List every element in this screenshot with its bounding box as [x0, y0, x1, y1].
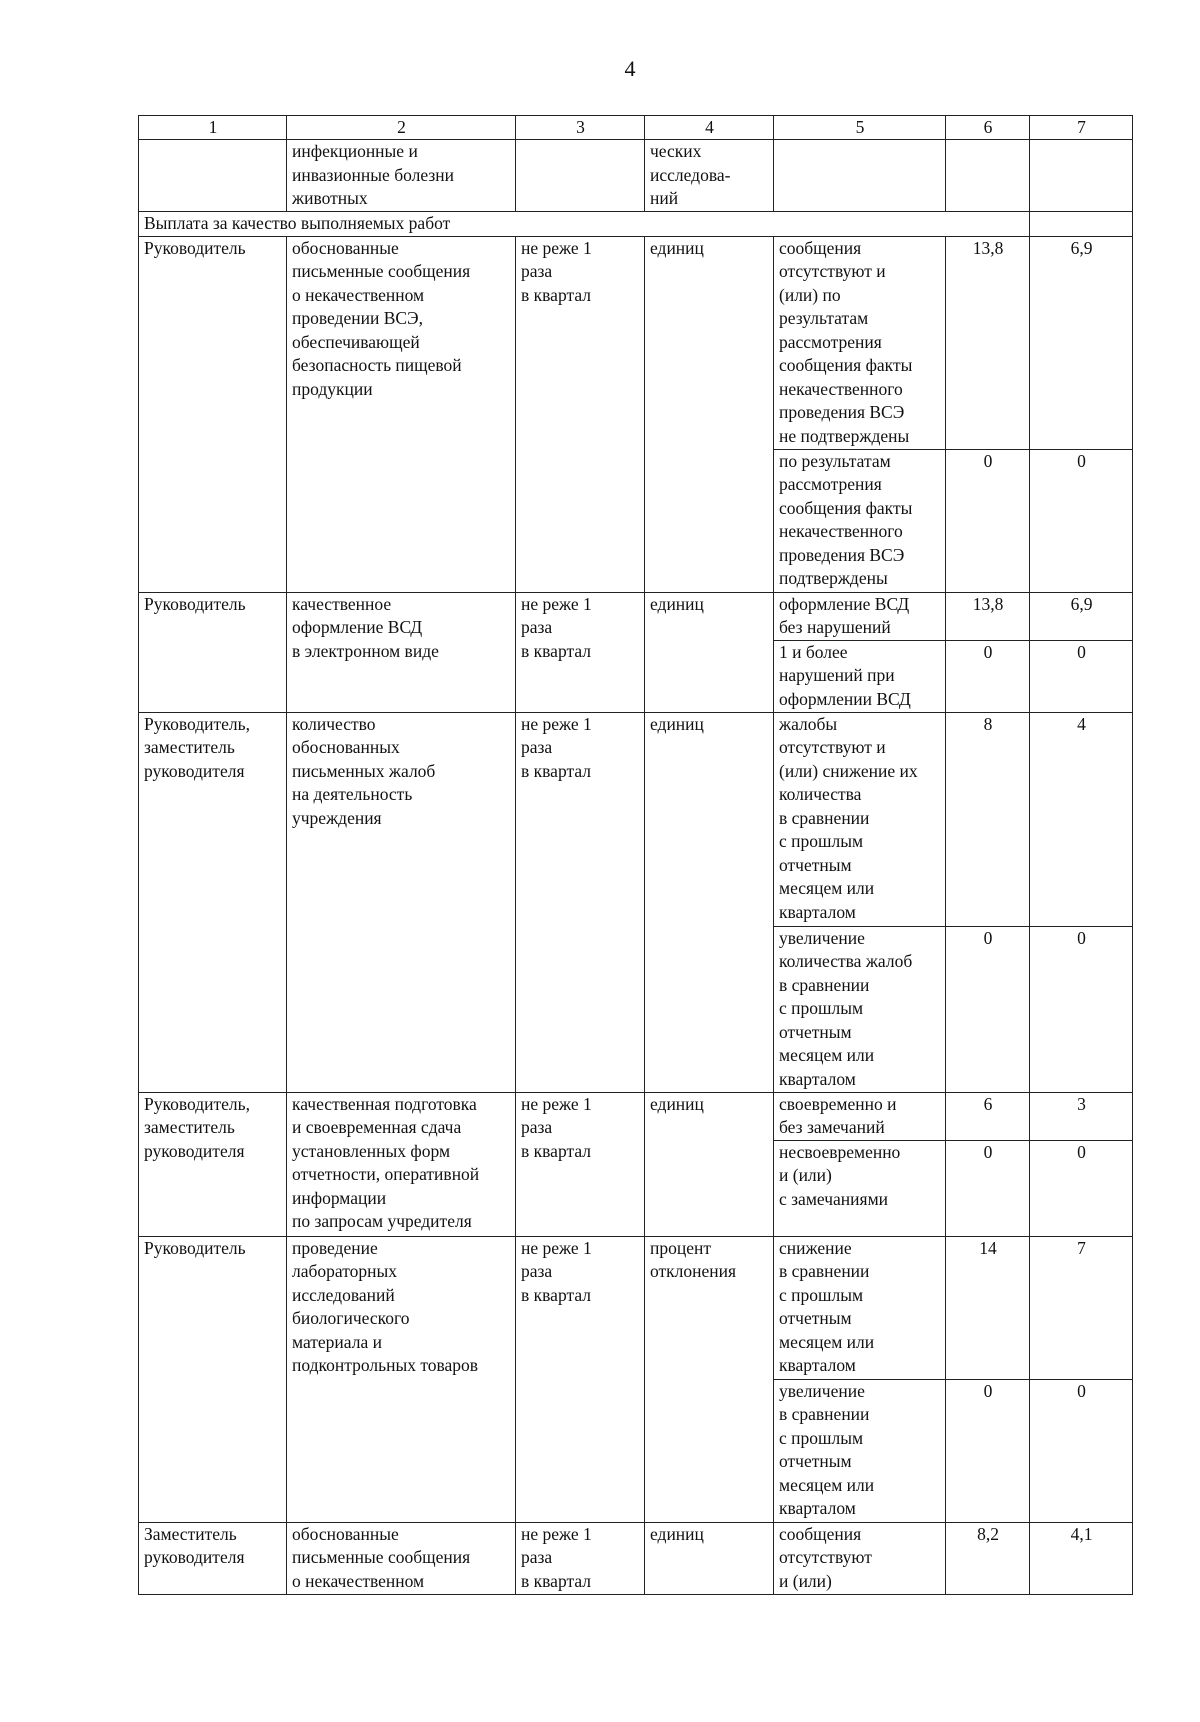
unit-cell: единиц	[645, 1522, 774, 1594]
criterion-cell: увеличение количества жалоб в сравнении с прошлым отчетным месяцем или кварталом	[774, 926, 946, 1092]
column-header: 3	[516, 116, 645, 140]
position-cell: Руководитель, заместитель руководителя	[139, 712, 287, 1092]
score-cell: 0	[946, 1140, 1030, 1236]
indicator-cell: обоснованные письменные сообщения о некачественном	[287, 1522, 516, 1594]
position-cell: Руководитель	[139, 592, 287, 712]
score-cell: 0	[946, 640, 1030, 712]
continuation-row	[139, 140, 1133, 212]
score-cell: 0	[1030, 449, 1133, 592]
score-cell: 6,9	[1030, 592, 1133, 640]
column-header: 7	[1030, 116, 1133, 140]
table-row	[139, 712, 1133, 926]
score-cell: 4,1	[1030, 1522, 1133, 1594]
criterion-cell: по результатам рассмотрения сообщения факты некачественного проведения ВСЭ подтверждены	[774, 449, 946, 592]
score-cell: 7	[1030, 1236, 1133, 1379]
column-header: 5	[774, 116, 946, 140]
table-cell	[946, 140, 1030, 212]
score-cell: 0	[1030, 926, 1133, 1092]
indicator-cell: инфекционные и инвазионные болезни животных	[287, 140, 516, 212]
indicator-cell: качественная подготовка и своевременная сдача установленных форм отчетности, оперативной информации по запросам учредителя	[287, 1092, 516, 1236]
unit-cell: единиц	[645, 1092, 774, 1236]
unit-cell: процент отклонения	[645, 1236, 774, 1522]
score-cell: 8	[946, 712, 1030, 926]
indicator-cell: обоснованные письменные сообщения о некачественном проведении ВСЭ, обеспечивающей безопасность пищевой продукции	[287, 236, 516, 592]
score-cell: 14	[946, 1236, 1030, 1379]
table-cell	[1030, 212, 1133, 237]
table-row	[139, 1236, 1133, 1379]
table-row	[139, 1092, 1133, 1140]
indicators-table	[138, 115, 1133, 1595]
indicator-cell: количество обоснованных письменных жалоб на деятельность учреждения	[287, 712, 516, 1092]
table-cell	[516, 140, 645, 212]
column-header: 6	[946, 116, 1030, 140]
column-header: 1	[139, 116, 287, 140]
unit-cell: единиц	[645, 712, 774, 1092]
indicator-cell: качественное оформление ВСД в электронном виде	[287, 592, 516, 712]
score-cell: 0	[946, 926, 1030, 1092]
score-cell: 0	[1030, 1140, 1133, 1236]
position-cell: Руководитель	[139, 1236, 287, 1522]
criterion-cell: сообщения отсутствуют и (или)	[774, 1522, 946, 1594]
table-cell	[774, 140, 946, 212]
score-cell: 0	[946, 449, 1030, 592]
criterion-cell: своевременно и без замечаний	[774, 1092, 946, 1140]
score-cell: 13,8	[946, 236, 1030, 449]
page-number: 4	[624, 56, 636, 81]
position-cell: Руководитель	[139, 236, 287, 592]
column-header: 2	[287, 116, 516, 140]
position-cell: Руководитель, заместитель руководителя	[139, 1092, 287, 1236]
indicator-cell: проведение лабораторных исследований биологического материала и подконтрольных товаров	[287, 1236, 516, 1522]
periodicity-cell: не реже 1 раза в квартал	[516, 592, 645, 712]
periodicity-cell: не реже 1 раза в квартал	[516, 1236, 645, 1522]
table-cell	[1030, 140, 1133, 212]
section-row	[139, 212, 1133, 237]
periodicity-cell: не реже 1 раза в квартал	[516, 1092, 645, 1236]
table-row	[139, 1522, 1133, 1594]
periodicity-cell: не реже 1 раза в квартал	[516, 236, 645, 592]
periodicity-cell: не реже 1 раза в квартал	[516, 1522, 645, 1594]
criterion-cell: несвоевременно и (или) с замечаниями	[774, 1140, 946, 1236]
table-row	[139, 236, 1133, 449]
criterion-cell: снижение в сравнении с прошлым отчетным месяцем или кварталом	[774, 1236, 946, 1379]
column-number-row	[139, 116, 1133, 140]
score-cell: 6,9	[1030, 236, 1133, 449]
criterion-cell: сообщения отсутствуют и (или) по результатам рассмотрения сообщения факты некачественного проведения ВСЭ не подтверждены	[774, 236, 946, 449]
score-cell: 0	[1030, 1379, 1133, 1522]
score-cell: 3	[1030, 1092, 1133, 1140]
score-cell: 8,2	[946, 1522, 1030, 1594]
periodicity-cell: не реже 1 раза в квартал	[516, 712, 645, 1092]
unit-cell: единиц	[645, 236, 774, 592]
unit-cell: единиц	[645, 592, 774, 712]
position-cell: Заместитель руководителя	[139, 1522, 287, 1594]
score-cell: 0	[1030, 640, 1133, 712]
score-cell: 0	[946, 1379, 1030, 1522]
table-cell	[139, 140, 287, 212]
criterion-cell: оформление ВСД без нарушений	[774, 592, 946, 640]
column-header: 4	[645, 116, 774, 140]
unit-cell: ческих исследова- ний	[645, 140, 774, 212]
table-row	[139, 592, 1133, 640]
score-cell: 6	[946, 1092, 1030, 1140]
score-cell: 4	[1030, 712, 1133, 926]
criterion-cell: увеличение в сравнении с прошлым отчетным месяцем или кварталом	[774, 1379, 946, 1522]
score-cell: 13,8	[946, 592, 1030, 640]
criterion-cell: жалобы отсутствуют и (или) снижение их количества в сравнении с прошлым отчетным месяцем или кварталом	[774, 712, 946, 926]
section-title: Выплата за качество выполняемых работ	[139, 212, 1030, 237]
criterion-cell: 1 и более нарушений при оформлении ВСД	[774, 640, 946, 712]
